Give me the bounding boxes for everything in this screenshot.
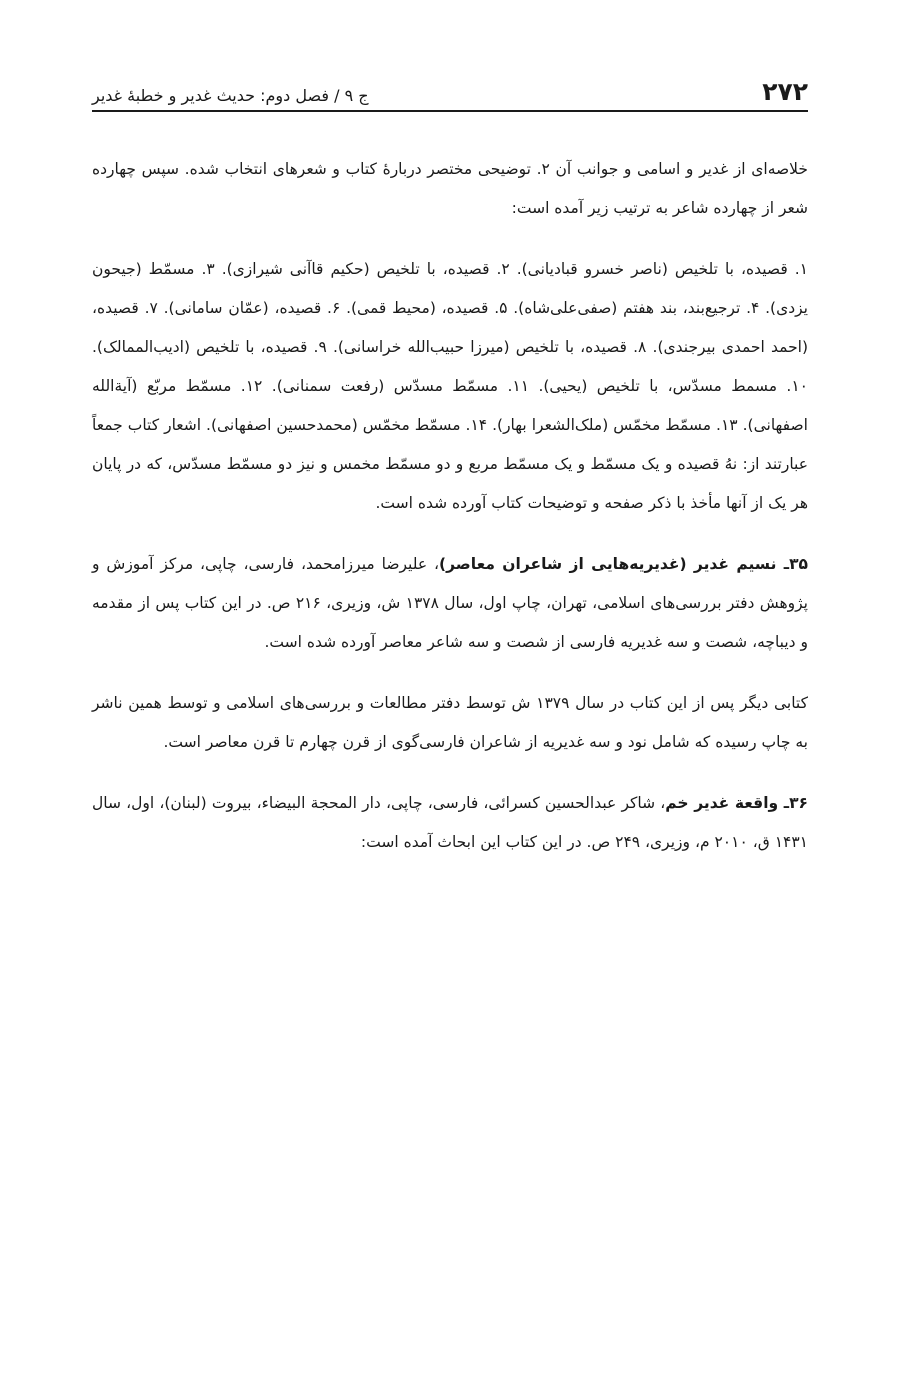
paragraph-text: ۱. قصیده، با تلخیص (ناصر خسرو قبادیانی). ۲. قصیده، با تلخیص (حکیم قاآنی شیرازی). ۳. مسمّط (جیحون یزدی). ۴. ترجیع‌بند، بند هفتم (صفی‌علی‌شاه). ۵. قصیده، (محیط قمی). ۶. قصیده، (عمّان سامانی). ۷. قصیده، (احمد احمدی بیرجندی). ۸. قصیده، با تلخیص (میرزا حبیب‌الله خراسانی). ۹. قصیده، با تلخیص (ادیب‌الممالک). ۱۰. مسمط مسدّس، با تلخیص (یحیی). ۱۱. مسمّط مسدّس (رفعت سمنانی). ۱۲. مسمّط مربّع (آیة‌الله اصفهانی). ۱۳. مسمّط مخمّس (ملک‌الشعرا بهار). ۱۴. مسمّط مخمّس (محمدحسین اصفهانی). اشعار کتاب جمعاً عبارتند از: نهُ قصیده و یک مسمّط و یک مسمّط مربع و دو مسمّط مخمس و نیز دو مسمّط مسدّس، که در پایان هر یک از آنها مأخذ با ذکر صفحه و توضیحات کتاب آورده شده است.: [92, 260, 808, 512]
entry-36: [92, 784, 808, 862]
paragraph-followup: [92, 684, 808, 762]
entry-title: ۳۶ـ واقعة غدیر خم: [665, 794, 809, 812]
paragraph-text: کتابی دیگر پس از این کتاب در سال ۱۳۷۹ ش توسط دفتر مطالعات و بررسی‌های اسلامی و توسط همین ناشر به چاپ رسیده که شامل نود و سه غدیریه از شاعران فارسی‌گوی از قرن چهارم تا قرن معاصر است.: [92, 694, 808, 751]
paragraph-poem-list: [92, 250, 808, 523]
page-body: [92, 150, 808, 862]
paragraph-intro: [92, 150, 808, 228]
book-page: [92, 60, 808, 882]
running-title: ج ۹ / فصل دوم: حدیث غدیر و خطبهٔ غدیر: [92, 86, 369, 105]
page-number: ۲۷۲: [762, 77, 808, 106]
entry-35: [92, 545, 808, 662]
entry-title: ۳۵ـ نسیم غدیر (غدیریه‌هایی از شاعران معاصر): [439, 555, 809, 573]
entry-text: ، علیرضا میرزامحمد، فارسی، چاپی، مرکز آموزش و پژوهش دفتر بررسی‌های اسلامی، تهران، چاپ اول، سال ۱۳۷۸ ش، وزیری، ۲۱۶ ص. در این کتاب پس از مقدمه و دیباچه، شصت و سه غدیریه فارسی از شصت و سه شاعر معاصر آورده شده است.: [92, 555, 808, 651]
entry-text: ، شاکر عبدالحسین کسرائی، فارسی، چاپی، دار المحجة البیضاء، بیروت (لبنان)، اول، سال ۱۴۳۱ ق، ۲۰۱۰ م، وزیری، ۲۴۹ ص. در این کتاب این ابحاث آمده است:: [92, 794, 808, 851]
page-header: [92, 60, 808, 112]
paragraph-text: خلاصه‌ای از غدیر و اسامی و جوانب آن ۲. توضیحی مختصر دربارهٔ کتاب و شعرهای انتخاب شده. سپس چهارده شعر از چهارده شاعر به ترتیب زیر آمده است:: [92, 160, 808, 217]
